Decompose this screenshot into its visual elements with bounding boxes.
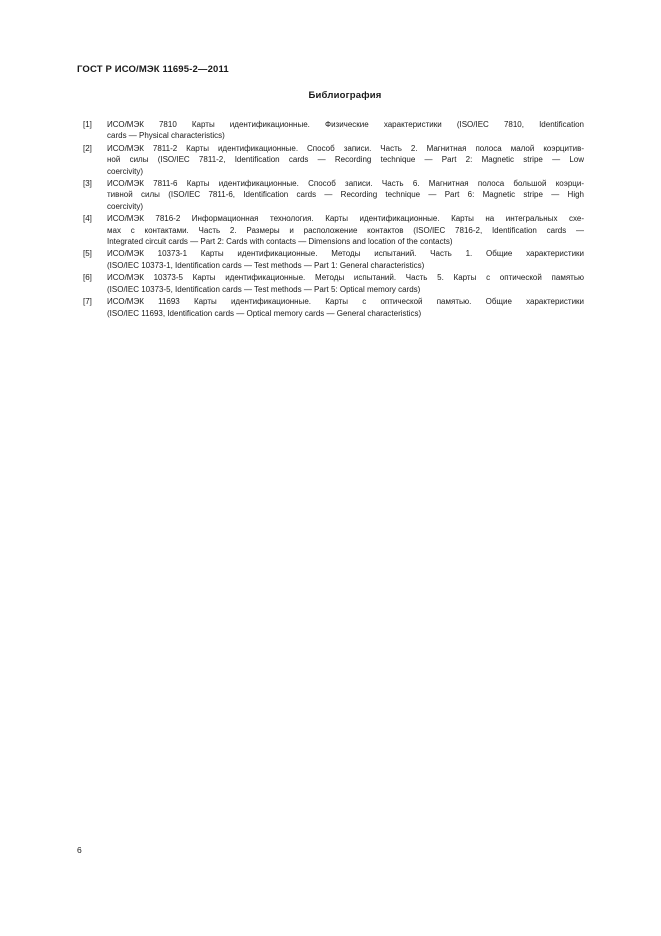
entry-ref: [6] <box>83 273 92 283</box>
bibliography-entry <box>83 272 584 295</box>
bibliography-entry <box>83 296 584 319</box>
entry-line: тивной силы (ISO/IEC 7811-6, Identification cards — Recording technique — Part 6: Magnetic stripe — High <box>107 190 584 200</box>
entry-ref: [1] <box>83 120 92 129</box>
entry-ref: [7] <box>83 297 92 307</box>
entry-line: мах с контактами. Часть 2. Размеры и расположение контактов (ISO/IEC 7816-2, Identification cards — <box>107 225 584 235</box>
bibliography-entry <box>83 178 584 212</box>
entry-text <box>107 248 584 271</box>
entry-ref: [5] <box>83 249 92 259</box>
entry-line: coercivity) <box>107 201 144 211</box>
entry-line: ИСО/МЭК 10373-1 Карты идентификационные. Методы испытаний. Часть 1. Общие характеристики <box>107 249 584 259</box>
bibliography-entry <box>83 119 584 142</box>
entry-line: (ISO/IEC 11693, Identification cards — Optical memory cards — General characteristics) <box>107 308 422 318</box>
bibliography-list <box>83 119 584 320</box>
entry-line: ИСО/МЭК 7811-6 Карты идентификационные. Способ записи. Часть 6. Магнитная полоса большой коэрци- <box>107 179 584 189</box>
entry-ref: [3] <box>83 179 92 189</box>
bibliography-entry <box>83 143 584 177</box>
entry-line: ИСО/МЭК 7811-2 Карты идентификационные. Способ записи. Часть 2. Магнитная полоса малой коэрцитив- <box>107 143 584 153</box>
entry-line: ной силы (ISO/IEC 7811-2, Identification cards — Recording technique — Part 2: Magnetic stripe — Low <box>107 155 584 165</box>
entry-ref: [4] <box>83 214 92 224</box>
entry-line: cards — Physical characteristics) <box>107 131 225 141</box>
entry-line: Integrated circuit cards — Part 2: Cards with contacts — Dimensions and location of the contacts) <box>107 237 453 247</box>
entry-line: (ISO/IEC 10373-5, Identification cards — Test methods — Part 5: Optical memory cards) <box>107 284 421 294</box>
entry-text <box>107 178 584 212</box>
entry-line: ИСО/МЭК 11693 Карты идентификационные. Карты с оптической памятью. Общие характеристики <box>107 297 584 307</box>
page-number: 6 <box>77 845 82 855</box>
entry-text <box>107 119 584 142</box>
bibliography-entry <box>83 213 584 247</box>
page-title: Библиография <box>308 90 382 101</box>
entry-text <box>107 143 584 177</box>
entry-line: coercivity) <box>107 166 144 176</box>
entry-text <box>107 272 584 295</box>
entry-ref: [2] <box>83 143 92 153</box>
entry-text <box>107 213 584 247</box>
entry-line: (ISO/IEC 10373-1, Identification cards — Test methods — Part 1: General characteristics) <box>107 260 425 270</box>
entry-line: ИСО/МЭК 10373-5 Карты идентификационные. Методы испытаний. Часть 5. Карты с оптической памятью <box>107 273 584 283</box>
entry-text <box>107 296 584 319</box>
document-code-header: ГОСТ Р ИСО/МЭК 11695-2—2011 <box>77 64 229 75</box>
bibliography-entry <box>83 248 584 271</box>
entry-line: ИСО/МЭК 7816-2 Информационная технология. Карты идентификационные. Карты на интегральных схе- <box>107 214 584 224</box>
entry-line: ИСО/МЭК 7810 Карты идентификационные. Физические характеристики (ISO/IEC 7810, Identification <box>107 120 584 129</box>
